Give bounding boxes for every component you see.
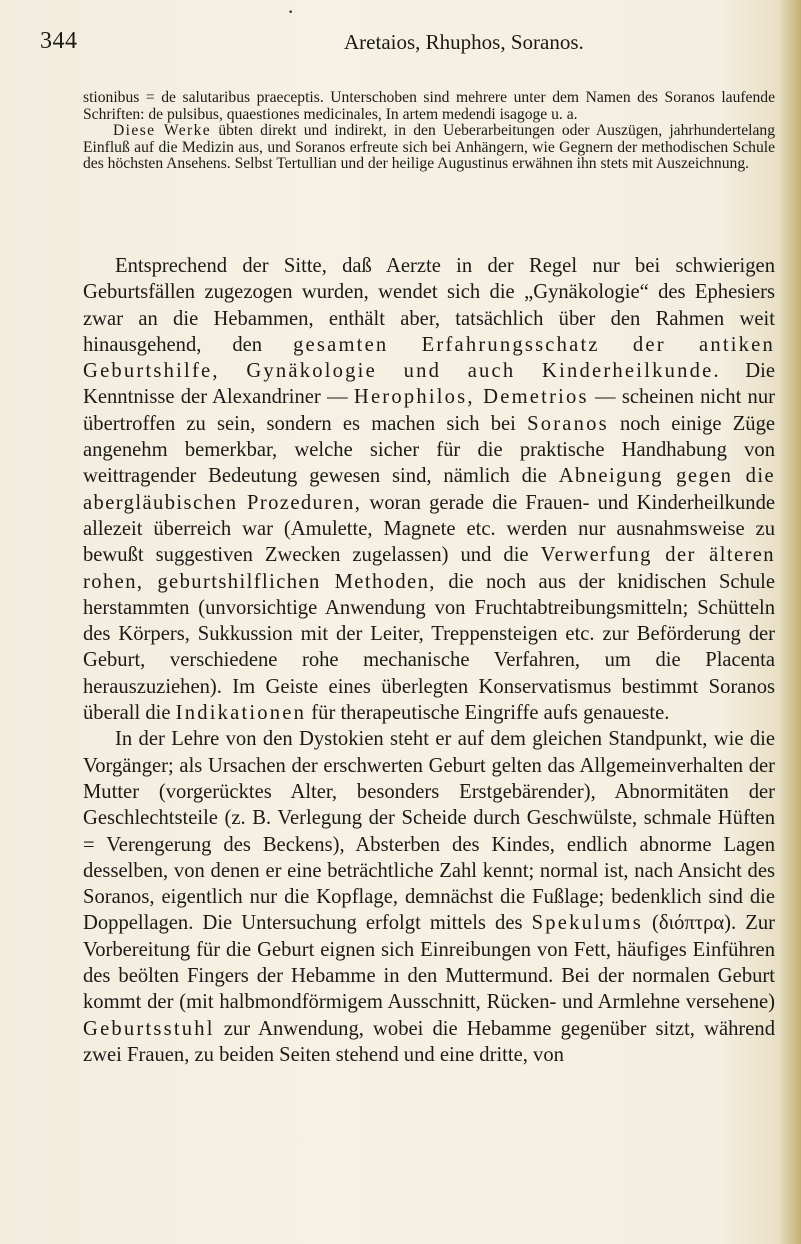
text-run: (διόπτρα). Zur Vorbereitung für die Geburt eignen sich Einreibungen von Fett, häufiges Einführen des beölten Fingers der Hebamme in den Muttermund. Bei der normalen Geburt kommt der (mit halbmondförmigem Ausschnitt, Rücken- und Armlehne versehene) (83, 912, 775, 1014)
page-number: 344 (40, 28, 78, 54)
small-emphasis: Diese Werke (113, 122, 212, 140)
spaced-emphasis: Indikationen (175, 702, 307, 725)
spaced-emphasis: Verwerfung der älteren rohen, geburtshilflichen Methoden, (83, 544, 775, 593)
spaced-emphasis: gesamten Erfahrungsschatz der antiken Geburtshilfe, Gynäkologie und auch Kinderheilkunde. (83, 333, 775, 383)
print-mark: • (288, 8, 294, 18)
text-run: Entsprechend der Sitte, daß Aerzte in der Regel nur bei schwierigen Geburtsfällen zugezogen wurden, wendet sich die „Gynäkologie“ des Ephesiers zwar an die Hebammen, enthält aber, tatsächlich über den Rahmen weit hinausgehend, den (83, 255, 775, 356)
small-paragraph-1: stionibus = de salutaribus praeceptis. Unterschoben sind mehrere unter dem Namen des Soranos laufende Schriften: de pulsibus, quaestiones medicinales, In artem medendi isagoge u. a. (83, 89, 775, 123)
spaced-emphasis: Spekulums (531, 912, 643, 935)
spaced-emphasis: Soranos (527, 412, 609, 435)
main-text (83, 253, 775, 1068)
text-run: noch einige Züge angenehm bemerkbar, welche sicher für die praktische Handhabung von weittragender Bedeutung gewesen sind, nämlich die (83, 412, 776, 488)
main-paragraph-1 (83, 253, 775, 726)
text-run: die noch aus der knidischen Schule herstammten (unvorsichtige Anwendung von Fruchtabtreibungsmitteln; Schütteln des Körpers, Sukkussion mit der Leiter, Treppensteigen etc. zur Beförderung der Geburt, verschiedene rohe mechanische Verfahren, um die Placenta herauszuziehen). Im Geiste eines überlegten Konservatismus bestimmt Soranos überall die (83, 570, 776, 725)
text-run: zur Anwendung, wobei die Hebamme gegenüber sitzt, während zwei Frauen, zu beiden Seiten stehend und eine dritte, von (83, 1017, 775, 1066)
spaced-emphasis: Geburtsstuhl (83, 1017, 215, 1040)
text-run: Die Kenntnisse der Alexandriner — (83, 360, 775, 409)
text-run: für therapeutische Eingriffe aufs genaueste. (306, 702, 670, 725)
small-text: übten direkt und indirekt, in den Ueberarbeitungen oder Auszügen, jahrhundertelang Einfluß auf die Medizin aus, und Soranos erfreute sich bei Anhängern, wie Gegnern der methodischen Schule des höchsten Ansehens. Selbst Tertullian und der heilige Augustinus erwähnen ihn stets mit Auszeichnung. (83, 122, 775, 173)
small-print-section (83, 90, 775, 173)
text-run: woran gerade die Frauen- und Kinderheilkunde allezeit überreich war (Amulette, Magnete etc. werden nur ausnahmsweise zu bewußt suggestiven Zwecken zugelassen) und die (83, 491, 776, 567)
running-title: Aretaios, Rhuphos, Soranos. (344, 30, 584, 54)
spaced-emphasis: Abneigung gegen die abergläubischen Prozeduren, (83, 465, 775, 514)
text-run: — scheinen nicht nur übertroffen zu sein, sondern es machen sich bei (83, 386, 775, 435)
text-run: In der Lehre von den Dystokien steht er auf dem gleichen Standpunkt, wie die Vorgänger; als Ursachen der erschwerten Geburt gelten das Allgemeinverhalten der Mutter (vorgerücktes Alter, besonders Erstgebärender), Abnormitäten der Geschlechtsteile (z. B. Verlegung der Scheide durch Geschwülste, schmale Hüften = Verengerung des Beckens), Absterben des Kindes, endlich abnorme Lagen desselben, von denen er eine beträchtliche Zahl kennt; normal ist, nach Ansicht des Soranos, eigentlich nur die Kopflage, demnächst die Fußlage; bedenklich sind die Doppellagen. Die Untersuchung erfolgt mittels des (83, 728, 775, 935)
spaced-emphasis: Herophilos, Demetrios (353, 386, 589, 409)
page-header (40, 28, 780, 58)
page-edge-shadow (779, 0, 801, 1244)
small-paragraph-2 (83, 123, 775, 173)
main-paragraph-2 (83, 726, 775, 1068)
